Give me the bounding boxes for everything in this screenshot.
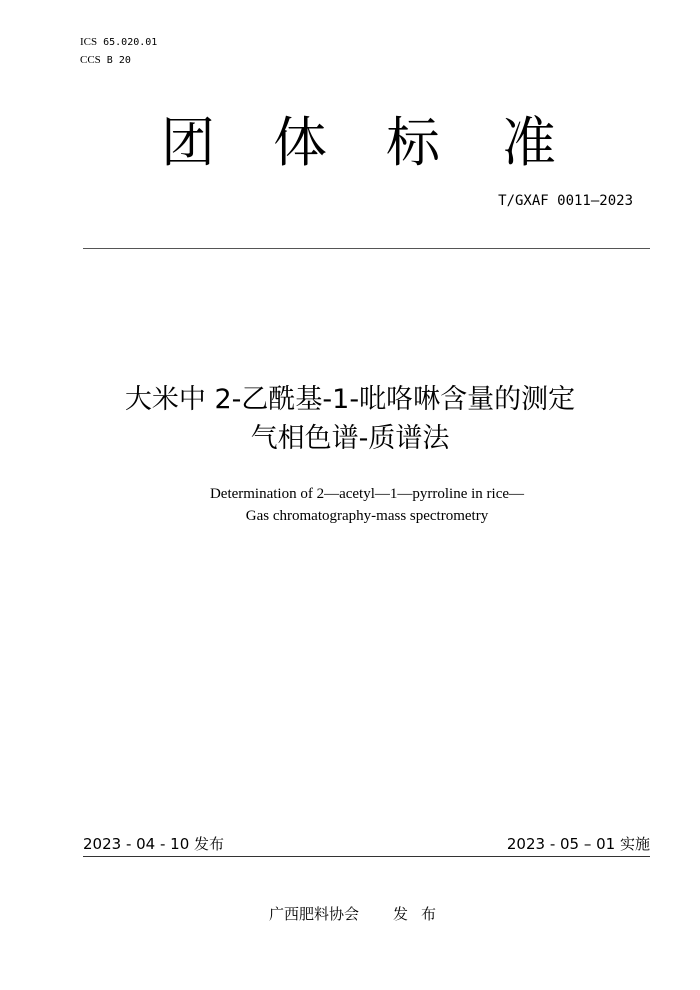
ccs-classification — [80, 53, 131, 68]
publisher-name: 广西肥料协会 — [268, 905, 359, 923]
footer-divider — [83, 856, 650, 857]
standard-type-char-2: 体 — [273, 111, 327, 174]
implementation-date: 2023 - 05 – 01 实施 — [506, 835, 650, 853]
ccs-code: B 20 — [106, 55, 131, 66]
issue-date: 2023 - 04 - 10 发布 — [83, 835, 225, 853]
ics-label: ICS — [80, 36, 98, 48]
ics-classification — [80, 35, 157, 50]
standard-type-char-1: 团 — [161, 111, 215, 174]
chinese-title-line-2: 气相色谱-质谱法 — [250, 423, 450, 454]
publisher-verb: 发布 — [393, 905, 450, 923]
standard-type-char-4: 准 — [502, 111, 556, 174]
ccs-label: CCS — [80, 54, 101, 66]
english-title-line-2: Gas chromatography-mass spectrometry — [245, 508, 489, 524]
header-divider — [83, 248, 650, 249]
chinese-title-line-1: 大米中 2-乙酰基-1-吡咯啉含量的测定 — [124, 384, 576, 415]
standard-type-char-3: 标 — [386, 111, 440, 174]
english-title-line-1: Determination of 2—acetyl—1—pyrroline in rice— — [209, 486, 525, 502]
standard-number: T/GXAF 0011—2023 — [498, 193, 633, 209]
ics-code: 65.020.01 — [103, 37, 158, 48]
publisher-line — [0, 904, 700, 924]
